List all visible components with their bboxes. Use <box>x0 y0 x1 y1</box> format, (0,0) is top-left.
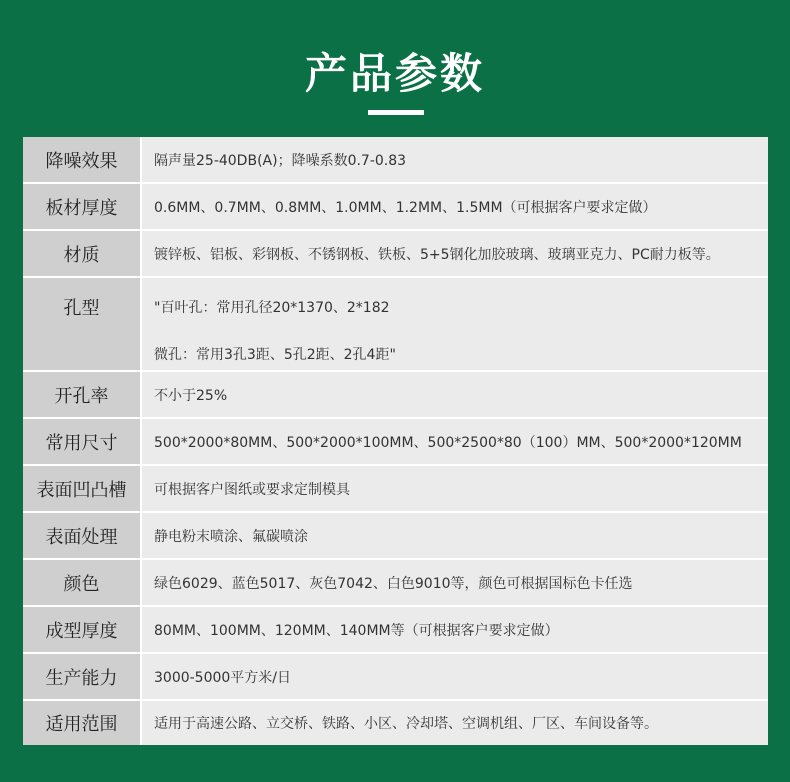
table-row <box>23 701 768 745</box>
table-row <box>23 231 768 276</box>
row-value: 3000-5000平方米/日 <box>142 654 768 699</box>
row-label: 生产能力 <box>23 654 140 699</box>
table-row <box>23 513 768 558</box>
row-value: 可根据客户图纸或要求定制模具 <box>142 466 768 511</box>
row-value-line: "百叶孔：常用孔径20*1370、2*182 <box>154 300 390 316</box>
row-label: 材质 <box>23 231 140 276</box>
row-value-line: 微孔：常用3孔3距、5孔2距、2孔4距" <box>154 347 396 363</box>
row-value: 隔声量25-40DB(A)；降噪系数0.7-0.83 <box>142 137 768 182</box>
table-row <box>23 560 768 605</box>
title-underline <box>368 110 424 115</box>
table-row <box>23 419 768 464</box>
row-value: 适用于高速公路、立交桥、铁路、小区、冷却塔、空调机组、厂区、车间设备等。 <box>142 701 768 745</box>
row-value: 0.6MM、0.7MM、0.8MM、1.0MM、1.2MM、1.5MM（可根据客户要求定做） <box>142 184 768 229</box>
row-value: 80MM、100MM、120MM、140MM等（可根据客户要求定做） <box>142 607 768 652</box>
row-value: 静电粉末喷涂、氟碳喷涂 <box>142 513 768 558</box>
spec-table <box>23 137 768 745</box>
table-row <box>23 466 768 511</box>
row-label: 表面处理 <box>23 513 140 558</box>
row-value: 500*2000*80MM、500*2000*100MM、500*2500*80（100）MM、500*2000*120MM <box>142 419 768 464</box>
row-label: 孔型 <box>23 278 140 370</box>
row-label: 成型厚度 <box>23 607 140 652</box>
row-value: 绿色6029、蓝色5017、灰色7042、白色9010等，颜色可根据国标色卡任选 <box>142 560 768 605</box>
row-label: 降噪效果 <box>23 137 140 182</box>
table-row <box>23 607 768 652</box>
row-label: 板材厚度 <box>23 184 140 229</box>
row-value: 不小于25% <box>142 372 768 417</box>
table-row <box>23 184 768 229</box>
table-row <box>23 278 768 370</box>
row-label: 颜色 <box>23 560 140 605</box>
row-label: 适用范围 <box>23 701 140 745</box>
row-label: 表面凹凸槽 <box>23 466 140 511</box>
table-row <box>23 372 768 417</box>
row-label: 开孔率 <box>23 372 140 417</box>
table-row <box>23 654 768 699</box>
row-label: 常用尺寸 <box>23 419 140 464</box>
page-title: 产品参数 <box>304 49 485 98</box>
row-value: 镀锌板、铝板、彩钢板、不锈钢板、铁板、5+5钢化加胶玻璃、玻璃亚克力、PC耐力板等。 <box>142 231 768 276</box>
row-value <box>142 278 768 370</box>
table-row <box>23 137 768 182</box>
